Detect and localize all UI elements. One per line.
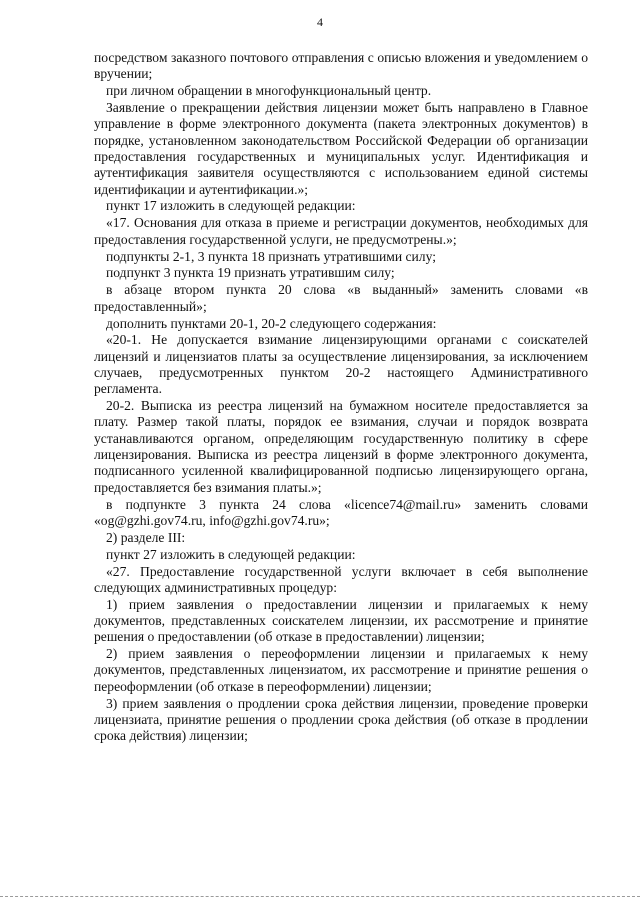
paragraph: 3) прием заявления о продлении срока действия лицензии, проведение проверки лицензиата, принятие решения о продлении срока действия (об отказе в продлении срока действия) лицензии;: [94, 695, 588, 744]
paragraph: 2) разделе III:: [106, 529, 186, 545]
paragraph: «27. Предоставление государственной услуги включает в себя выполнение следующих административных процедур:: [94, 563, 588, 595]
paragraph: 1) прием заявления о предоставлении лицензии и прилагаемых к нему документов, представленных соискателем лицензии, их рассмотрение и принятие решения о предоставлении (об отказе в предоставлении) лицензии;: [94, 596, 588, 645]
page-bottom-divider: [0, 896, 640, 897]
paragraph: дополнить пунктами 20-1, 20-2 следующего содержания:: [106, 315, 437, 331]
paragraph: Заявление о прекращении действия лицензии может быть направлено в Главное управление в форме электронного документа (пакета электронных документов) в порядке, установленном законодательством Российской Федерации об организации предоставления государственных и муниципальных услуг. Идентификация и аутентификация заявителя осуществляются с использованием единой системы идентификации и аутентификации.»;: [94, 100, 588, 197]
paragraph: 2) прием заявления о переоформлении лицензии и прилагаемых к нему документов, представленных лицензиатом, их рассмотрение и принятие решения о переоформлении (об отказе в переоформлении) лицензии;: [94, 646, 588, 694]
paragraph: подпункты 2-1, 3 пункта 18 признать утратившими силу;: [106, 248, 436, 264]
paragraph: посредством заказного почтового отправления с описью вложения и уведомлением о вручении;: [94, 50, 588, 82]
paragraph: 20-2. Выписка из реестра лицензий на бумажном носителе предоставляется за плату. Размер такой платы, порядок ее взимания, случаи и порядок возврата устанавливаются органом, определяющим государственную политику в сфере лицензирования. Выписка из реестра лицензий в форме электронного документа, подписанного усиленной квалифицированной подписью лицензирующего органа, предоставляется без взимания платы.»;: [94, 398, 588, 495]
paragraph: подпункт 3 пункта 19 признать утратившим силу;: [106, 265, 395, 281]
paragraph: «17. Основания для отказа в приеме и регистрации документов, необходимых для предоставления государственной услуги, не предусмотрены.»;: [94, 215, 588, 247]
paragraph: пункт 17 изложить в следующей редакции:: [106, 198, 356, 214]
page-number: 4: [317, 15, 323, 29]
paragraph: «20-1. Не допускается взимание лицензирующими органами с соискателей лицензий и лицензиатов платы за осуществление лицензирования, за исключением случаев, предусмотренных пунктом 20-2 настоящего Административного регламента.: [94, 332, 588, 397]
document-body: [94, 50, 588, 745]
paragraph: в подпункте 3 пункта 24 слова «licence74@mail.ru» заменить словами «og@gzhi.gov74.ru, info@gzhi.gov74.ru»;: [94, 496, 588, 528]
paragraph: в абзаце втором пункта 20 слова «в выданный» заменить словами «в предоставленный»;: [94, 282, 588, 314]
paragraph: при личном обращении в многофункциональный центр.: [106, 83, 432, 99]
paragraph: пункт 27 изложить в следующей редакции:: [106, 546, 356, 562]
